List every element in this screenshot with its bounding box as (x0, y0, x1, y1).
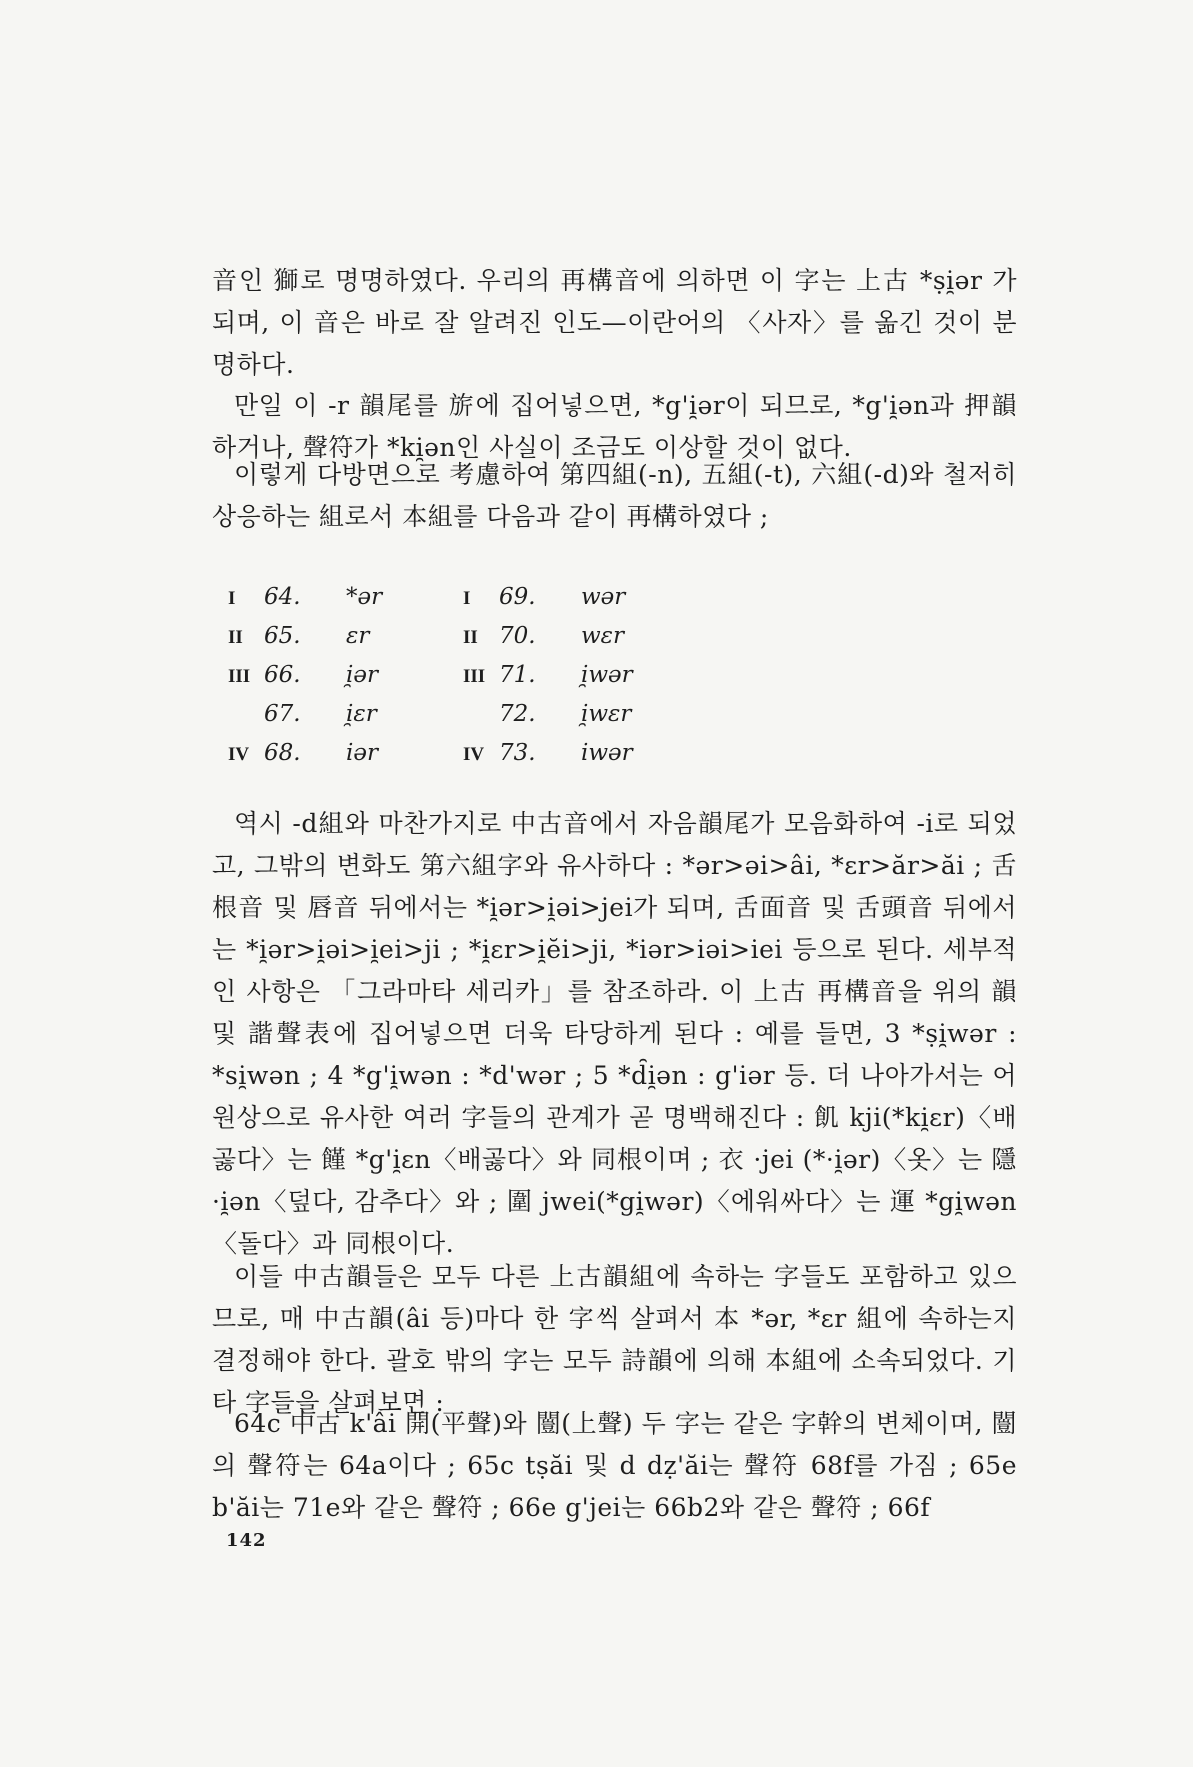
entry-number: 68. (264, 740, 301, 766)
roman-numeral: IV (228, 744, 250, 765)
table-row (228, 734, 382, 773)
entry-form: iər (346, 740, 378, 766)
roman-numeral: III (463, 666, 486, 687)
table-row (463, 578, 633, 617)
entry-number: 64. (264, 584, 301, 610)
table-row (463, 617, 633, 656)
roman-numeral: II (228, 627, 243, 648)
roman-numeral: III (228, 666, 251, 687)
entry-number: 70. (499, 623, 536, 649)
entry-number: 71. (499, 662, 536, 688)
entry-number: 72. (499, 701, 536, 727)
entry-form: iwər (581, 740, 633, 766)
table-row (228, 656, 382, 695)
entry-number: 65. (264, 623, 301, 649)
roman-numeral: I (228, 588, 236, 609)
paragraph-2: 만일 이 -r 韻尾를 旂에 집어넣으면, *g'i̯ər이 되므로, *g'i̯ən과 押韻하거나, 聲符가 *ki̯ən인 사실이 조금도 이상할 것이 없다. (212, 391, 1017, 462)
table-row (228, 578, 382, 617)
entry-form: i̯wɛr (581, 701, 632, 727)
paragraph-5: 이들 中古韻들은 모두 다른 上古韻組에 속하는 字들도 포함하고 있으므로, 매 中古韻(âi 등)마다 한 字씩 살펴서 本 *ər, *ɛr 組에 속하는지 결정해야 한다. 괄호 밖의 字는 모두 詩韻에 의해 本組에 소속되었다. 기타 字들을 살펴보면 : (212, 1262, 1017, 1417)
roman-numeral: I (463, 588, 471, 609)
paragraph-3: 이렇게 다방면으로 考慮하여 第四組(-n), 五組(-t), 六組(-d)와 철저히 상응하는 組로서 本組를 다음과 같이 再構하였다 ; (212, 460, 1017, 531)
table-column-left (228, 578, 382, 773)
entry-number: 67. (264, 701, 301, 727)
table-row (463, 734, 633, 773)
table-row (228, 695, 382, 734)
paragraph-4: 역시 -d組와 마찬가지로 中古音에서 자음韻尾가 모음화하여 -i로 되었고, 그밖의 변화도 第六組字와 유사하다 : *ər>əi>âi, *ɛr>ăr>ăi ; 舌根音 및 唇音 뒤에서는 *i̯ər>i̯əi>jei가 되며, 舌面音 및 舌頭音 뒤에서는 *i̯ər>i̯əi>i̯ei>ji ; *i̯ɛr>i̯ĕi>ji, *iər>iəi>iei 등으로 된다. 세부적인 사항은 「그라마타 세리카」를 참조하라. 이 上古 再構音을 위의 韻 및 諧聲表에 집어넣으면 더욱 타당하게 된다 : 예를 들면, 3 *ṣi̯wər : *si̯wən ; 4 *g'i̯wən : *d'wər ; 5 *d̑i̯ən : g'iər 등. 더 나아가서는 어원상으로 유사한 여러 字들의 관계가 곧 명백해진다 : 飢 kji(*ki̯ɛr)〈배곯다〉는 饉 *g'i̯ɛn〈배곯다〉와 同根이며 ; 衣 ·jei (*·i̯ər)〈옷〉는 隱 ·i̯ən〈덮다, 감추다〉와 ; 圍 jwei(*gi̯wər)〈에워싸다〉는 運 *gi̯wən〈돌다〉과 同根이다. (212, 809, 1017, 1258)
entry-form: wɛr (581, 623, 625, 649)
entry-form: i̯ər (346, 662, 378, 688)
entry-number: 66. (264, 662, 301, 688)
entry-form: wər (581, 584, 626, 610)
table-row (463, 656, 633, 695)
paragraph-6: 64c 中古 k'âi 開(平聲)와 闓(上聲) 두 字는 같은 字幹의 변체이며, 闓의 聲符는 64a이다 ; 65c tṣăi 및 d dẓ'ăi는 聲符 68f를 가짐 ; 65e b'ăi는 71e와 같은 聲符 ; 66e g'jei는 66b2와 같은 聲符 ; 66f (212, 1409, 1017, 1522)
entry-form: i̯wər (581, 662, 633, 688)
entry-number: 73. (499, 740, 536, 766)
paragraph-1: 音인 獅로 명명하였다. 우리의 再構音에 의하면 이 字는 上古 *ṣi̯ər 가 되며, 이 音은 바로 잘 알려진 인도—이란어의 〈사자〉를 옮긴 것이 분명하다. (212, 266, 1017, 379)
table-row (463, 695, 633, 734)
table-column-right (463, 578, 633, 773)
entry-form: i̯ɛr (346, 701, 377, 727)
entry-number: 69. (499, 584, 536, 610)
entry-form: ɛr (346, 623, 370, 649)
roman-numeral: IV (463, 744, 485, 765)
entry-form: *ər (346, 584, 383, 610)
table-row (228, 617, 382, 656)
page-number: 142 (226, 1530, 267, 1551)
roman-numeral: II (463, 627, 478, 648)
